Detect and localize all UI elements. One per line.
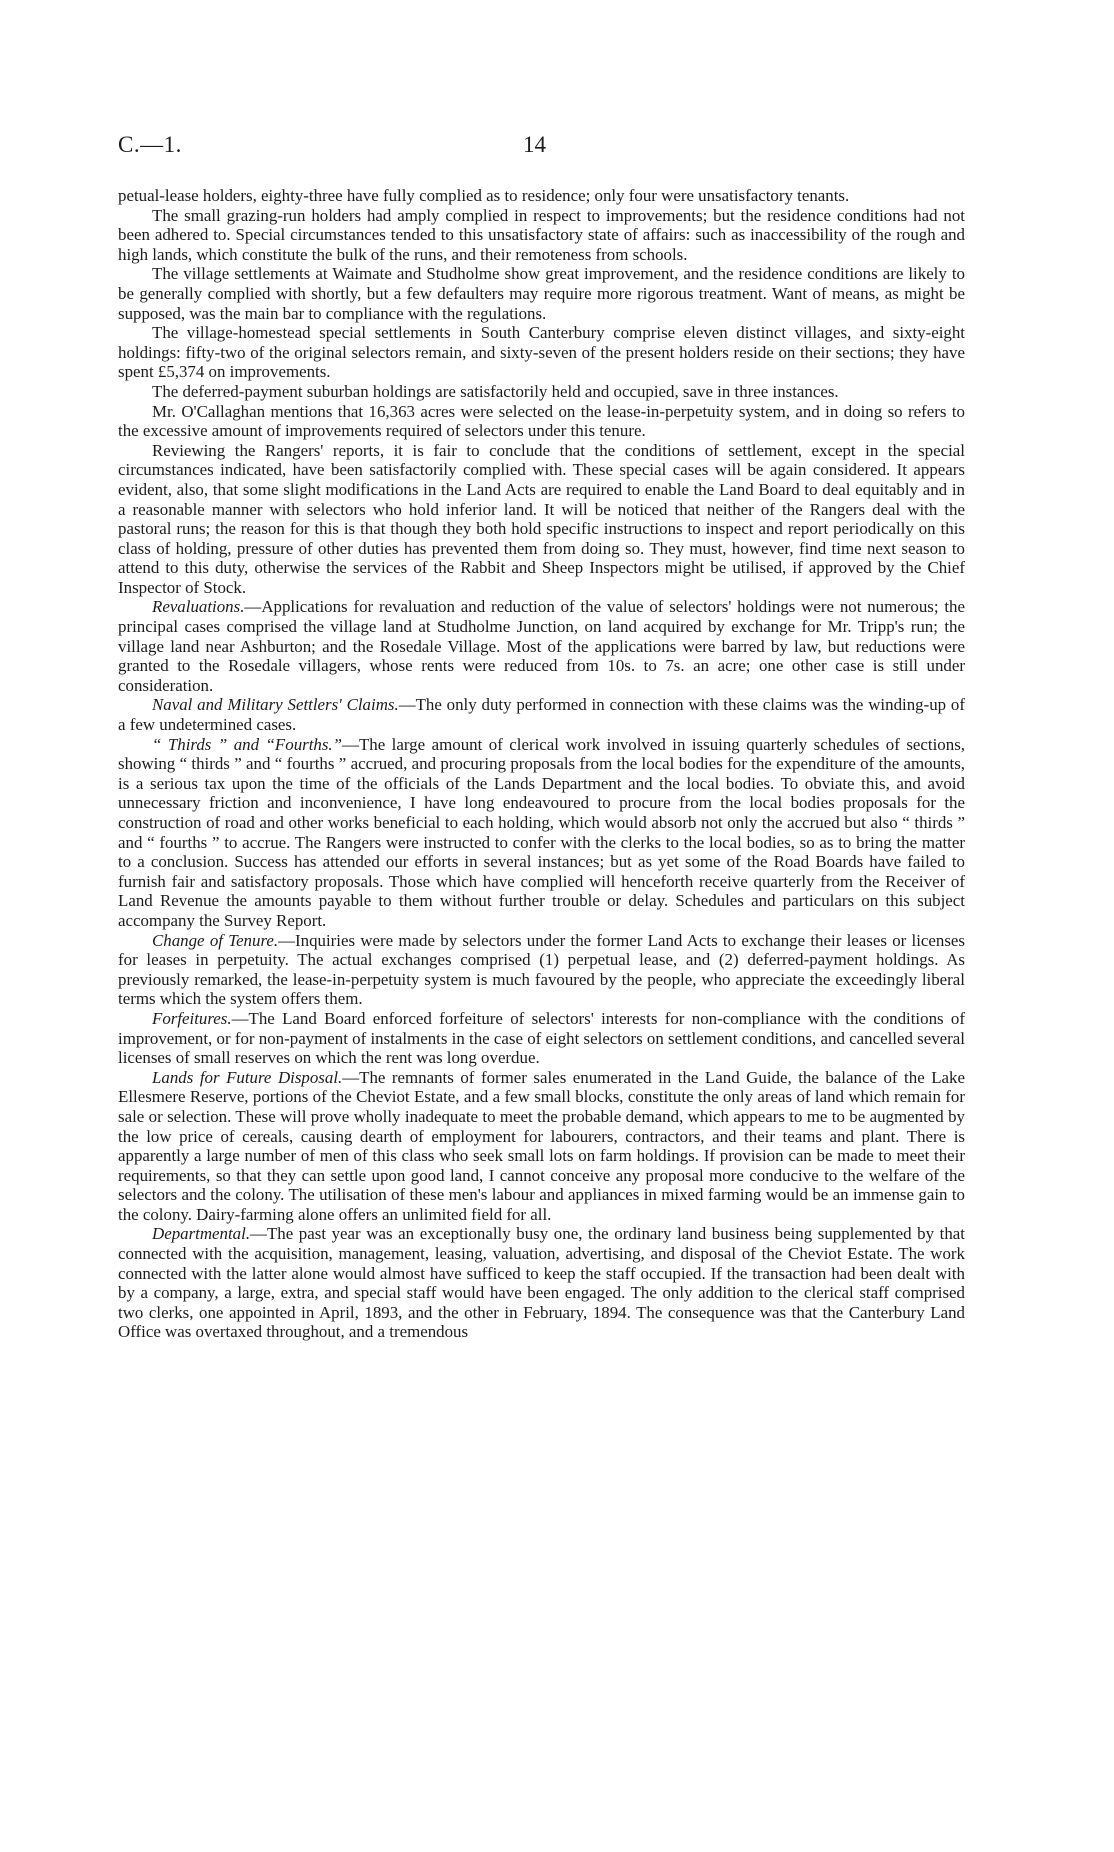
paragraph <box>118 1009 965 1068</box>
paragraph <box>118 931 965 1009</box>
paragraph-text: The deferred-payment suburban holdings are satisfactorily held and occupied, save in three instances. <box>152 381 839 401</box>
paragraph <box>118 186 965 206</box>
paragraph-text: The village settlements at Waimate and Studholme show great improvement, and the residence conditions are likely to be generally complied with shortly, but a few defaulters may require more rigorous treatment. Want of means, as might be supposed, was the main bar to compliance with the regulations. <box>118 264 965 323</box>
section-heading: Forfeitures. <box>152 1008 232 1028</box>
paragraph <box>118 441 965 598</box>
section-heading: Change of Tenure. <box>152 930 279 950</box>
paragraph <box>118 735 965 931</box>
section-heading: Departmental. <box>152 1224 251 1244</box>
paragraph <box>118 323 965 382</box>
section-heading: Lands for Future Disposal. <box>152 1067 343 1087</box>
paragraph-text: petual-lease holders, eighty-three have fully complied as to residence; only four were unsatisfactory tenants. <box>118 186 850 205</box>
paragraph <box>118 264 965 323</box>
paragraph-text: —The Land Board enforced forfeiture of selectors' interests for non-compliance with the conditions of improvement, or for non-payment of instalments in the case of eight selectors on settlement conditions, and cancelled several licenses of small reserves on which the rent was long overdue. <box>118 1008 965 1068</box>
paragraph-text: The village-homestead special settlements in South Canterbury comprise eleven distinct villages, and sixty-eight holdings: fifty-two of the original selectors remain, and sixty-seven of the present holders reside on their sections; they have spent £5,374 on improvements. <box>118 323 965 382</box>
paragraph <box>118 206 965 265</box>
body-text <box>118 186 965 1342</box>
document-reference: C.—1. <box>118 132 182 157</box>
page-number: 14 <box>523 132 546 157</box>
paragraph <box>118 402 965 441</box>
paragraph <box>118 597 965 695</box>
paragraph <box>118 1068 965 1225</box>
paragraph-text: —The only duty performed in connection with these claims was the winding-up of a few undetermined cases. <box>118 695 965 735</box>
paragraph-text: —Inquiries were made by selectors under the former Land Acts to exchange their leases or licenses for leases in perpetuity. The actual exchanges comprised (1) perpetual lease, and (2) deferred-payment holdings. As previously remarked, the lease-in-perpetuity system is much favoured by the people, who appreciate the exceedingly liberal terms which the system offers them. <box>118 930 965 1009</box>
paragraph-text: —The remnants of former sales enumerated in the Land Guide, the balance of the Lake Ellesmere Reserve, portions of the Cheviot Estate, and a few small blocks, constitute the only areas of land which remain for sale or selection. These will prove wholly inadequate to meet the probable demand, which appears to me to be augmented by the low price of cereals, causing dearth of employment for labourers, contractors, and their teams and plant. There is apparently a large number of men of this class who seek small lots on farm holdings. If provision can be made to meet their requirements, so that they can settle upon good land, I cannot conceive any proposal more conducive to the welfare of the selectors and the colony. The utilisation of these men's labour and appliances in mixed farming would be an immense gain to the colony. Dairy-farming alone offers an unlimited field for all. <box>118 1067 965 1224</box>
section-heading: “ Thirds ” and “Fourths.” <box>152 734 343 754</box>
paragraph <box>118 1224 965 1342</box>
paragraph-text: —Applications for revaluation and reduction of the value of selectors' holdings were not numerous; the principal cases comprised the village land at Studholme Junction, on land acquired by exchange for Mr. Tripp's run; the village land near Ashburton; and the Rosedale Village. Most of the applications were barred by law, but reductions were granted to the Rosedale villagers, whose rents were reduced from 10s. to 7s. an acre; one other case is still under consideration. <box>118 597 965 695</box>
page-header <box>118 132 964 166</box>
paragraph-text: —The past year was an exceptionally busy one, the ordinary land business being supplemented by that connected with the acquisition, management, leasing, valuation, advertising, and disposal of the Cheviot Estate. The work connected with the latter alone would almost have sufficed to keep the staff occupied. If the transaction had been dealt with by a company, a large, extra, and special staff would have been engaged. The only addition to the clerical staff comprised two clerks, one appointed in April, 1893, and the other in February, 1894. The consequence was that the Canterbury Land Office was overtaxed throughout, and a tremendous <box>118 1224 965 1342</box>
paragraph-text: The small grazing-run holders had amply complied in respect to improvements; but the residence conditions had not been adhered to. Special circumstances tended to this unsatisfactory state of affairs: such as inaccessibility of the rough and high lands, which constitute the bulk of the runs, and their remoteness from schools. <box>118 205 965 264</box>
section-heading: Naval and Military Settlers' Claims. <box>152 695 399 715</box>
section-heading: Revaluations. <box>152 597 245 617</box>
paragraph <box>118 382 965 402</box>
paragraph <box>118 695 965 734</box>
paragraph-text: Reviewing the Rangers' reports, it is fair to conclude that the conditions of settlement, except in the special circumstances indicated, have been satisfactorily complied with. These special cases will be again considered. It appears evident, also, that some slight modifications in the Land Acts are required to enable the Land Board to deal equitably and in a reasonable manner with selectors who hold inferior land. It will be noticed that neither of the Rangers deal with the pastoral runs; the reason for this is that though they both hold specific instructions to inspect and report periodically on this class of holding, pressure of other duties has prevented them from doing so. They must, however, find time next season to attend to this duty, otherwise the services of the Rabbit and Sheep Inspectors might be utilised, if approved by the Chief Inspector of Stock. <box>118 440 965 597</box>
paragraph-text: —The large amount of clerical work involved in issuing quarterly schedules of sections, showing “ thirds ” and “ fourths ” accrued, and procuring proposals from the local bodies for the expenditure of the amounts, is a serious tax upon the time of the officials of the Lands Department and the local bodies. To obviate this, and avoid unnecessary friction and inconvenience, I have long endeavoured to procure from the local bodies proposals for the construction of road and other works beneficial to each holding, which would absorb not only the accrued but also “ thirds ” and “ fourths ” to accrue. The Rangers were instructed to confer with the clerks to the local bodies, so as to bring the matter to a conclusion. Success has attended our efforts in several instances; but as yet some of the Road Boards have failed to furnish fair and satisfactory proposals. Those which have complied will henceforth receive quarterly from the Receiver of Land Revenue the amounts payable to them without further trouble or delay. Schedules and particulars on this subject accompany the Survey Report. <box>118 734 965 930</box>
paragraph-text: Mr. O'Callaghan mentions that 16,363 acres were selected on the lease-in-perpetuity system, and in doing so refers to the excessive amount of improvements required of selectors under this tenure. <box>118 401 965 441</box>
